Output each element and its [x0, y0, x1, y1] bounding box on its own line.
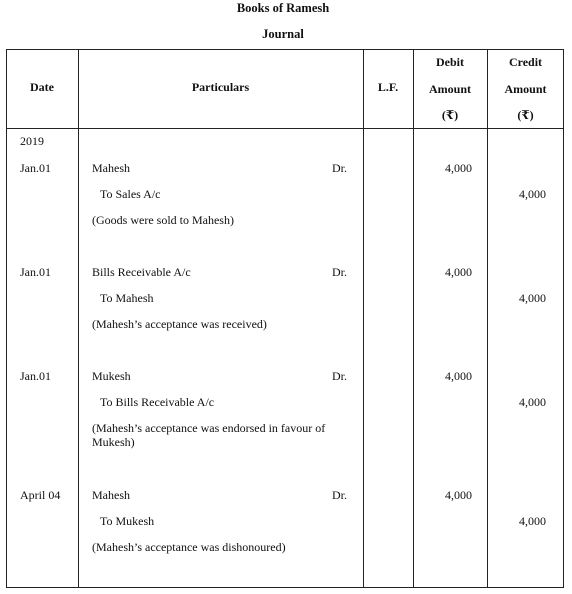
entry-narration: (Mahesh’s acceptance was received)	[92, 317, 267, 331]
header-credit-line1: Credit	[508, 55, 543, 69]
entry-credit-account: To Mahesh	[100, 291, 154, 305]
entry-debit-amount: 4,000	[445, 265, 472, 279]
header-lf: L.F.	[377, 80, 399, 94]
entry-debit-amount: 4,000	[445, 161, 472, 175]
entry-debit-account: Bills Receivable A/c	[92, 265, 191, 279]
entry-dr-label: Dr.	[332, 161, 347, 175]
entry-debit-amount: 4,000	[445, 488, 472, 502]
entry-date: Jan.01	[20, 161, 51, 175]
entry-narration: (Goods were sold to Mahesh)	[92, 213, 234, 227]
column-divider	[363, 49, 364, 588]
header-debit-line1: Debit	[436, 55, 464, 69]
entry-credit-amount: 4,000	[519, 514, 546, 528]
header-credit-line2: Amount	[504, 82, 547, 96]
book-title: Books of Ramesh	[236, 1, 330, 15]
entry-date: Jan.01	[20, 369, 51, 383]
column-divider	[487, 49, 488, 588]
entry-narration-continued: Mukesh)	[92, 435, 135, 449]
entry-date: April 04	[20, 488, 61, 502]
column-divider	[413, 49, 414, 588]
entry-debit-account: Mukesh	[92, 369, 131, 383]
header-divider	[6, 128, 564, 129]
header-date: Date	[30, 80, 54, 94]
entry-debit-account: Mahesh	[92, 488, 130, 502]
header-debit-line3: (₹)	[441, 108, 459, 122]
entry-credit-amount: 4,000	[519, 395, 546, 409]
entry-credit-account: To Bills Receivable A/c	[100, 395, 215, 409]
entry-dr-label: Dr.	[332, 265, 347, 279]
header-particulars: Particulars	[191, 80, 250, 94]
journal-title: Journal	[262, 27, 304, 41]
table-frame	[6, 49, 564, 588]
entry-debit-account: Mahesh	[92, 161, 130, 175]
entry-debit-amount: 4,000	[445, 369, 472, 383]
header-debit-line2: Amount	[428, 82, 471, 96]
entry-credit-amount: 4,000	[519, 187, 546, 201]
entry-dr-label: Dr.	[332, 369, 347, 383]
entry-dr-label: Dr.	[332, 488, 347, 502]
header-credit-line3: (₹)	[517, 108, 534, 122]
entry-date: Jan.01	[20, 265, 51, 279]
entry-narration: (Mahesh’s acceptance was endorsed in favour of	[92, 421, 326, 435]
entry-credit-account: To Sales A/c	[100, 187, 161, 201]
year-label: 2019	[20, 134, 44, 148]
entry-narration: (Mahesh’s acceptance was dishonoured)	[92, 540, 286, 554]
entry-credit-amount: 4,000	[519, 291, 546, 305]
entry-credit-account: To Mukesh	[100, 514, 155, 528]
column-divider	[78, 49, 79, 588]
